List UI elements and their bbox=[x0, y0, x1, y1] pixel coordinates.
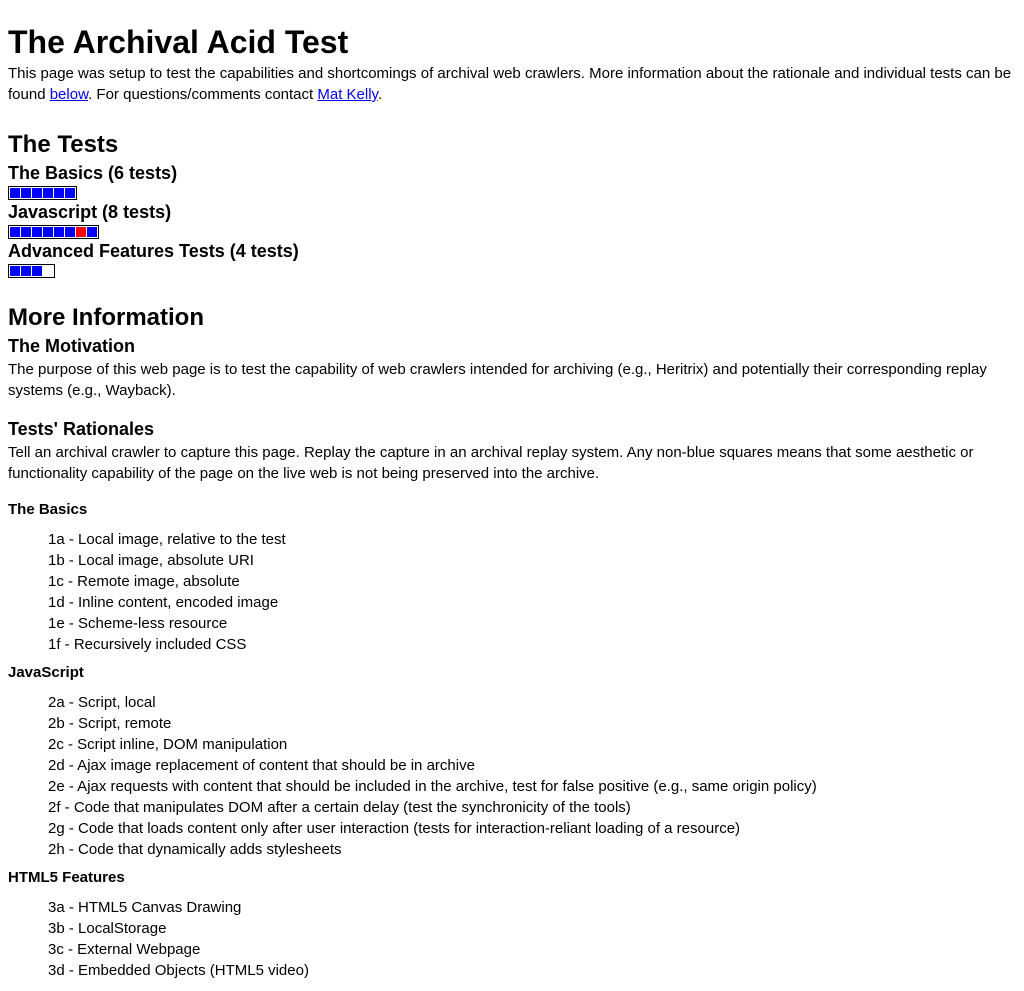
motivation-heading: The Motivation bbox=[8, 336, 135, 356]
group-javascript-label: Javascript (8 tests) bbox=[8, 202, 172, 222]
test-item: 3b - LocalStorage bbox=[48, 920, 167, 937]
section-javascript-heading: JavaScript bbox=[8, 664, 84, 681]
intro-paragraph bbox=[8, 63, 1018, 105]
tests-heading: The Tests bbox=[8, 131, 119, 158]
test-item: 1a - Local image, relative to the test bbox=[48, 531, 286, 548]
intro-text-1: This page was setup to test the capabilities and shortcomings of archival web crawlers. More information about the rationale and individual tests can be found bbox=[8, 65, 1012, 103]
group-advanced-label: Advanced Features Tests (4 tests) bbox=[8, 241, 299, 261]
test-result-square bbox=[10, 266, 20, 276]
test-item: 2f - Code that manipulates DOM after a certain delay (test the synchronicity of the tools) bbox=[48, 799, 631, 816]
test-result-square bbox=[43, 266, 53, 276]
test-item: 2d - Ajax image replacement of content that should be in archive bbox=[48, 757, 475, 774]
test-result-square bbox=[10, 227, 20, 237]
section-basics-list bbox=[48, 529, 286, 655]
test-result-square bbox=[32, 227, 42, 237]
test-result-square bbox=[65, 227, 75, 237]
section-basics-heading: The Basics bbox=[8, 501, 88, 518]
test-result-square bbox=[32, 266, 42, 276]
group-basics-label: The Basics (6 tests) bbox=[8, 163, 178, 183]
test-item: 3d - Embedded Objects (HTML5 video) bbox=[48, 962, 309, 979]
test-item: 2a - Script, local bbox=[48, 694, 156, 711]
group-advanced-result-bar bbox=[8, 264, 55, 278]
test-item: 2e - Ajax requests with content that should be included in the archive, test for false positive (e.g., same origin policy) bbox=[48, 778, 817, 795]
test-result-square bbox=[21, 188, 31, 198]
intro-text-2: . For questions/comments contact bbox=[88, 86, 318, 103]
motivation-text: The purpose of this web page is to test the capability of web crawlers intended for archiving (e.g., Heritrix) and potentially their corresponding replay systems (e.g., Wayback). bbox=[8, 361, 987, 399]
test-item: 3c - External Webpage bbox=[48, 941, 201, 958]
section-html5-list bbox=[48, 897, 309, 981]
test-item: 2g - Code that loads content only after user interaction (tests for interaction-reliant loading of a resource) bbox=[48, 820, 741, 837]
test-result-square bbox=[65, 188, 75, 198]
test-result-square bbox=[76, 227, 86, 237]
rationales-text: Tell an archival crawler to capture this page. Replay the capture in an archival replay system. Any non-blue squares means that some aesthetic or functionality capability of the page on the live web is not being preserved into the archive. bbox=[8, 444, 974, 482]
test-item: 1e - Scheme-less resource bbox=[48, 615, 228, 632]
section-javascript-list bbox=[48, 692, 817, 860]
test-item: 1c - Remote image, absolute bbox=[48, 573, 240, 590]
group-javascript-result-bar bbox=[8, 225, 99, 239]
test-item: 2b - Script, remote bbox=[48, 715, 172, 732]
test-result-square bbox=[43, 227, 53, 237]
test-result-square bbox=[21, 227, 31, 237]
page-title: The Archival Acid Test bbox=[8, 24, 349, 60]
intro-text-3: . bbox=[377, 86, 383, 103]
test-result-square bbox=[43, 188, 53, 198]
test-result-square bbox=[54, 227, 64, 237]
test-item: 1f - Recursively included CSS bbox=[48, 636, 247, 653]
below-link[interactable]: below bbox=[49, 86, 89, 103]
test-item: 2c - Script inline, DOM manipulation bbox=[48, 736, 288, 753]
group-basics-result-bar bbox=[8, 186, 77, 200]
test-result-square bbox=[21, 266, 31, 276]
test-result-square bbox=[87, 227, 97, 237]
test-item: 2h - Code that dynamically adds stylesheets bbox=[48, 841, 342, 858]
test-result-square bbox=[10, 188, 20, 198]
section-html5-heading: HTML5 Features bbox=[8, 869, 125, 886]
test-item: 1b - Local image, absolute URI bbox=[48, 552, 254, 569]
test-result-square bbox=[54, 188, 64, 198]
test-item: 1d - Inline content, encoded image bbox=[48, 594, 279, 611]
test-result-square bbox=[32, 188, 42, 198]
contact-link[interactable]: Mat Kelly bbox=[317, 86, 378, 103]
test-item: 3a - HTML5 Canvas Drawing bbox=[48, 899, 242, 916]
rationales-heading: Tests' Rationales bbox=[8, 419, 154, 439]
more-info-heading: More Information bbox=[8, 304, 204, 331]
